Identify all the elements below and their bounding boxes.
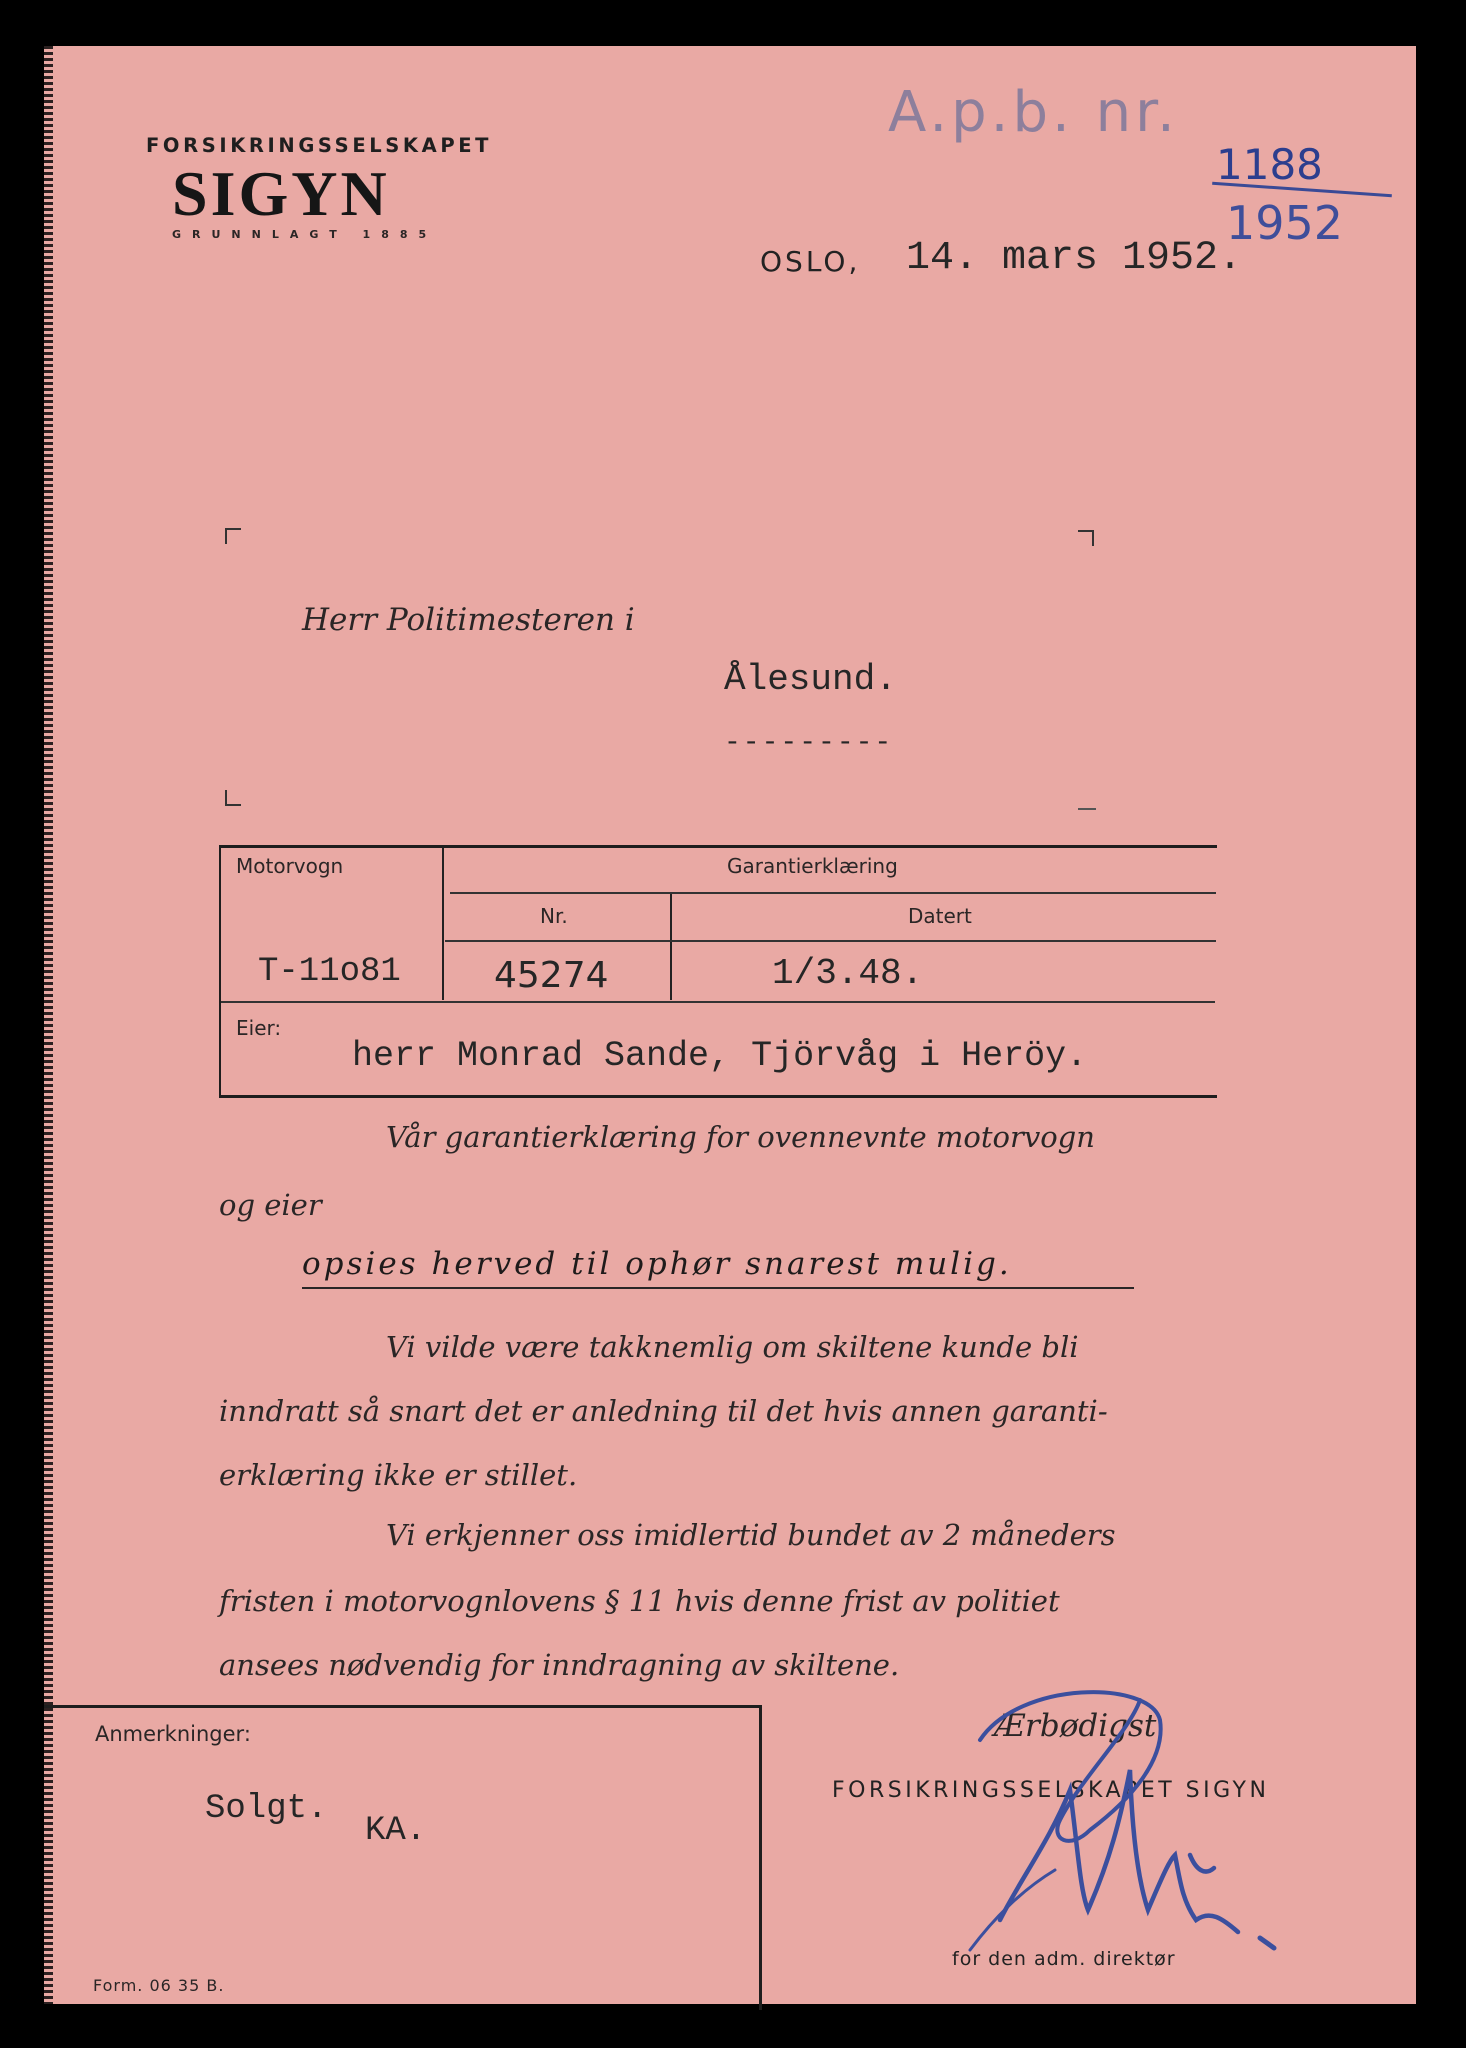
body-paragraph-4c: ansees nødvendig for inndragning av skiltene. (219, 1648, 900, 1682)
table-divider (670, 893, 672, 1000)
archive-stamp-label: A.p.b. nr. (888, 80, 1179, 145)
letterhead-founded: GRUNNLAGT 1885 (172, 228, 438, 241)
table-divider (442, 848, 444, 1000)
letterhead-company-name: SIGYN (172, 158, 390, 229)
body-emphasis-line: opsies herved til ophør snarest mulig. (302, 1246, 1012, 1282)
archive-stamp-year: 1952 (1226, 196, 1344, 250)
body-paragraph-4b: fristen i motorvognlovens § 11 hvis denne frist av politiet (219, 1584, 1060, 1618)
guarantee-date: 1/3.48. (772, 953, 924, 994)
handwritten-signature (960, 1670, 1320, 1970)
emphasis-underline (302, 1287, 1134, 1289)
guarantee-number: 45274 (494, 955, 609, 996)
header-dated: Datert (908, 904, 972, 928)
form-number: Form. 06 35 B. (93, 1976, 225, 1995)
letterhead-company-line: FORSIKRINGSSELSKAPET (146, 134, 493, 157)
remarks-box (44, 1705, 762, 2010)
body-paragraph-3a: Vi vilde være takknemlig om skiltene kunde bli (386, 1330, 1079, 1364)
vehicle-registration: T-11o81 (258, 953, 401, 991)
remarks-value: Solgt. (205, 1790, 328, 1828)
address-corner-mark (225, 528, 241, 544)
body-paragraph-3b: inndratt så snart det er anledning til det hvis annen garanti- (219, 1394, 1108, 1428)
body-paragraph-3c: erklæring ikke er stillet. (219, 1458, 578, 1492)
header-number: Nr. (540, 904, 568, 928)
body-paragraph-1b: og eier (219, 1188, 322, 1222)
header-owner: Eier: (236, 1016, 282, 1040)
city-underline: --------- (724, 728, 894, 759)
date-value: 14. mars 1952. (906, 236, 1243, 281)
address-corner-mark (1078, 808, 1096, 810)
archive-stamp-number: 1188 (1216, 140, 1323, 189)
table-divider (445, 940, 1216, 942)
remarks-label: Anmerkninger: (95, 1722, 251, 1746)
owner-name: herr Monrad Sande, Tjörvåg i Heröy. (352, 1036, 1088, 1076)
body-paragraph-4a: Vi erkjenner oss imidlertid bundet av 2 måneders (386, 1518, 1116, 1552)
closing-greeting: Ærbødigst (994, 1708, 1157, 1744)
address-corner-mark (225, 790, 241, 806)
recipient-city: Ålesund. (724, 659, 897, 700)
table-divider (450, 892, 1216, 894)
header-guarantee: Garantierklæring (727, 854, 898, 878)
remarks-initials: KA. (365, 1812, 427, 1850)
signer-title: for den adm. direktør (952, 1948, 1176, 1970)
date-place: OSLO, (760, 245, 861, 278)
recipient-salutation: Herr Politimesteren i (302, 602, 635, 638)
address-corner-mark (1078, 530, 1094, 546)
header-vehicle: Motorvogn (236, 854, 344, 878)
body-paragraph-1a: Vår garantierklæring for ovennevnte motorvogn (386, 1120, 1095, 1154)
table-divider (221, 1001, 1215, 1003)
closing-company: FORSIKRINGSSELSKAPET SIGYN (832, 1778, 1270, 1803)
